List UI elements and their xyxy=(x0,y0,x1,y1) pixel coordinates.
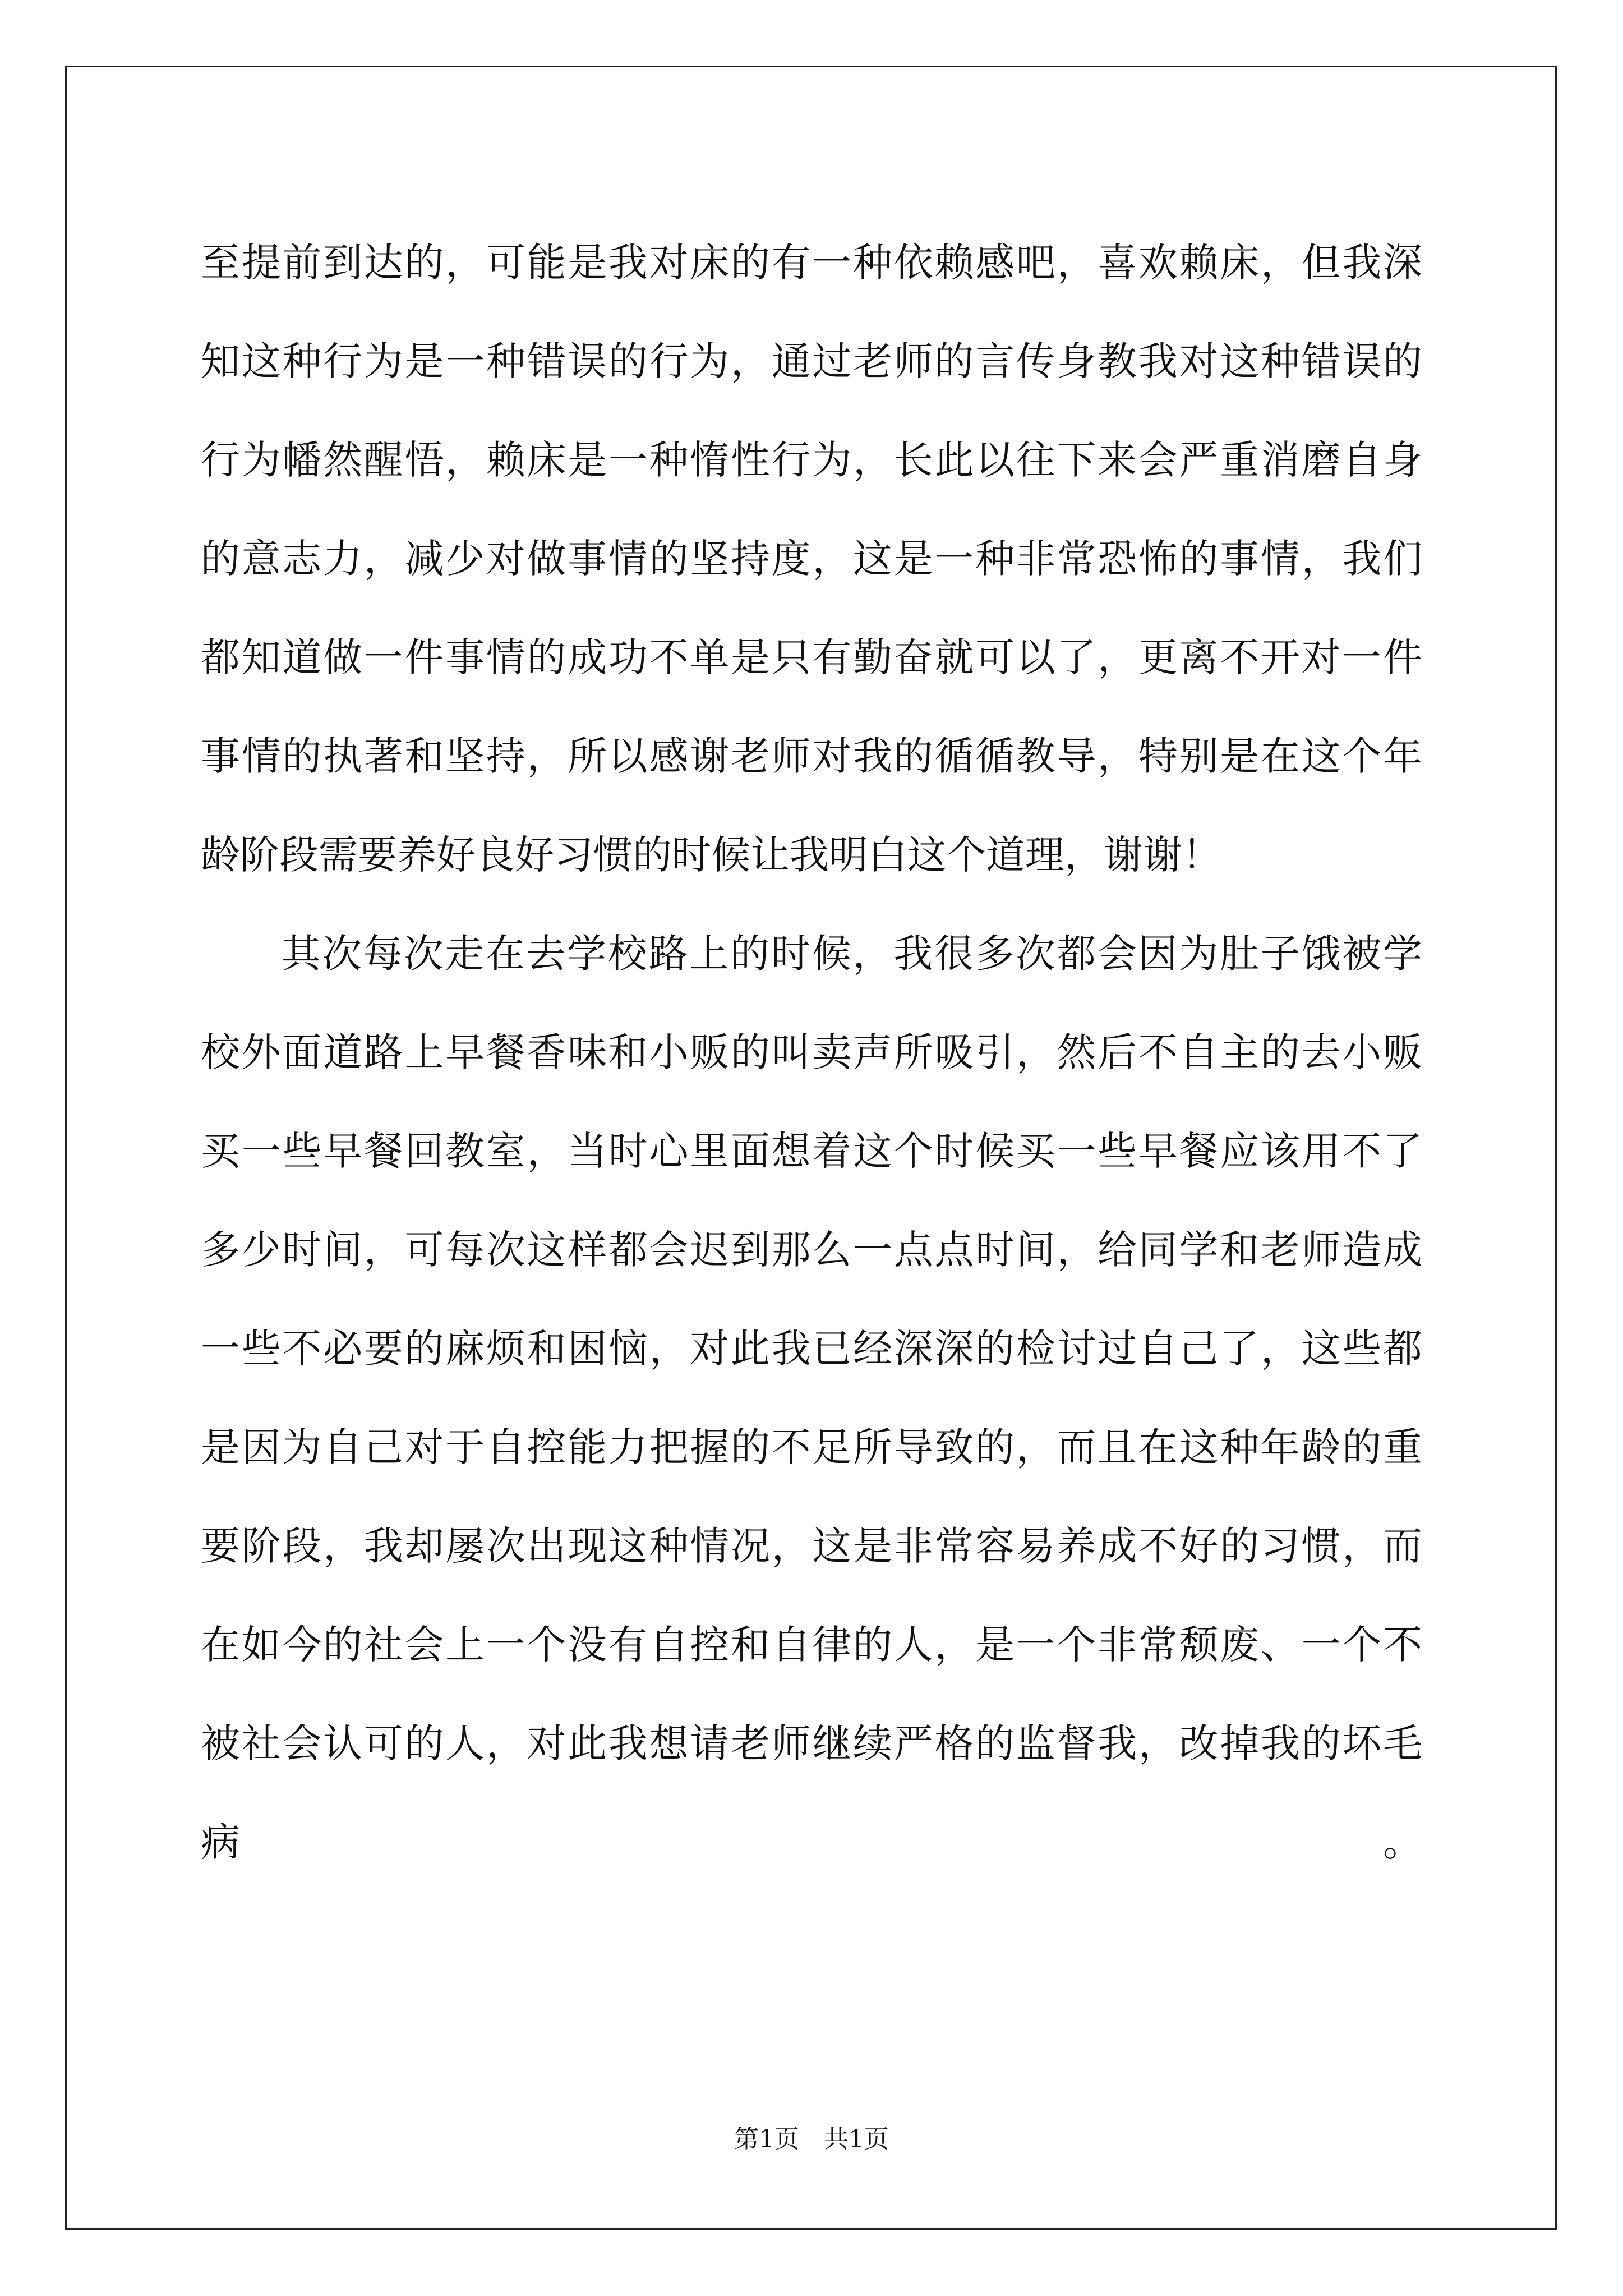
paragraph-1 xyxy=(201,213,1422,904)
text-line: 行为幡然醒悟，赖床是一种惰性行为，长此以往下来会严重消磨自身 xyxy=(201,437,1422,483)
text-line xyxy=(201,1892,1422,1990)
text-line: 要阶段，我却屡次出现这种情况，这是非常容易养成不好的习惯，而 xyxy=(201,1523,1422,1569)
page-footer: 第1页 共1页 xyxy=(734,2125,889,2154)
text-line: 一些不必要的麻烦和困恼，对此我已经深深的检讨过自己了，这些都 xyxy=(201,1326,1422,1372)
text-line: 买一些早餐回教室，当时心里面想着这个时候买一些早餐应该用不了 xyxy=(201,1128,1422,1174)
text-line: 多少时间，可每次这样都会迟到那么一点点时间，给同学和老师造成 xyxy=(201,1227,1422,1273)
text-line: 至提前到达的，可能是我对床的有一种依赖感吧，喜欢赖床，但我深 xyxy=(201,240,1422,286)
text-line: 被社会认可的人，对此我想请老师继续严格的监督我，改掉我的坏毛 xyxy=(201,1720,1422,1766)
text-line: 知这种行为是一种错误的行为，通过老师的言传身教我对这种错误的 xyxy=(201,338,1422,384)
text-line: 都知道做一件事情的成功不单是只有勤奋就可以了，更离不开对一件 xyxy=(201,634,1422,680)
text-line: 是因为自己对于自控能力把握的不足所导致的，而且在这种年龄的重 xyxy=(201,1424,1422,1470)
text-line: 事情的执著和坚持，所以感谢老师对我的循循教导，特别是在这个年 xyxy=(201,733,1422,779)
text-line: 龄阶段需要养好良好习惯的时候让我明白这个道理，谢谢！ xyxy=(201,832,1221,878)
text-line: 病。 xyxy=(201,1819,1422,1865)
text-line: 其次每次走在去学校路上的时候，我很多次都会因为肚子饿被学 xyxy=(282,931,1422,977)
document-body xyxy=(201,213,1422,1990)
text-line: 在如今的社会上一个没有自控和自律的人，是一个非常颓废、一个不 xyxy=(201,1622,1422,1668)
paragraph-2 xyxy=(201,904,1422,1990)
text-line: 校外面道路上早餐香味和小贩的叫卖声所吸引，然后不自主的去小贩 xyxy=(201,1029,1422,1075)
text-line: 的意志力，减少对做事情的坚持度，这是一种非常恐怖的事情，我们 xyxy=(201,536,1422,582)
